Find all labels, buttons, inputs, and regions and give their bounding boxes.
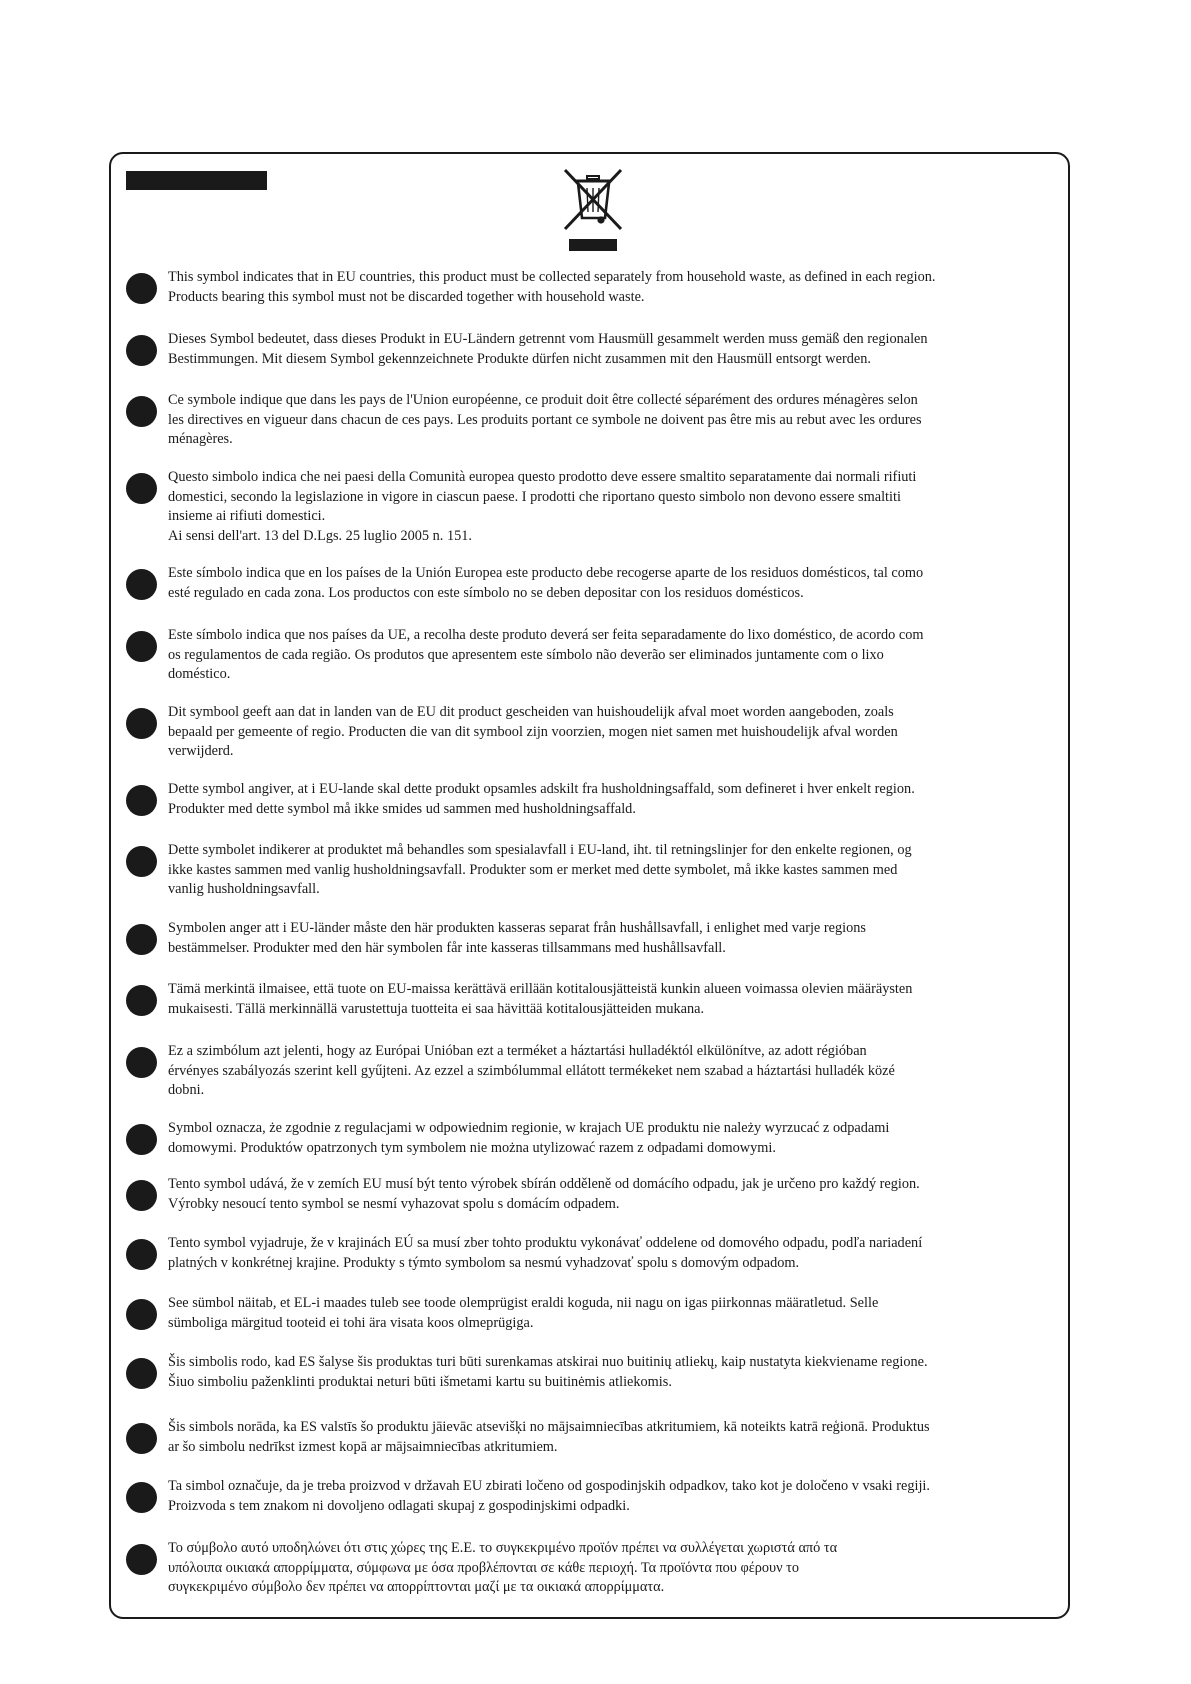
paragraph-text: Dette symbol angiver, at i EU-lande skal dette produkt opsamles adskilt fra husholdningsaffald, som defineret i hver enkelt region. Produkter med dette symbol må ikke smides ud sammen med husholdningsaffald. [168,781,915,817]
paragraph-text: Tämä merkintä ilmaisee, että tuote on EU-maissa kerättävä erillään kotitalousjätteistä kunkin alueen voimassa olevien määräysten mukaisesti. Tällä merkinnällä varustettuja tuotteita ei saa hävittää kotitalousjätteiden mukana. [168,981,913,1017]
black-circle-marker [126,1482,157,1513]
black-circle-marker [126,846,157,877]
paragraph-text: Ta simbol označuje, da je treba proizvod v državah EU zbirati ločeno od gospodinjskih odpadkov, tako kot je določeno v vsaki regiji. Proizvoda s tem znakom ni dovoljeno odlagati skupaj z gospodinjskimi odpadki. [168,1478,930,1514]
black-circle-marker [126,1047,157,1078]
paragraph-text: Questo simbolo indica che nei paesi della Comunità europea questo prodotto deve essere smaltito separatamente dai normali rifiuti domestici, secondo la legislazione in vigore in ciascun paese. I prodotti che riportano questo simbolo non devono essere smaltiti insieme ai rifiuti domestici. Ai sensi dell'art. 13 del D.Lgs. 25 luglio 2005 n. 151. [168,469,917,544]
paragraph-text: Dieses Symbol bedeutet, dass dieses Produkt in EU-Ländern getrennt vom Hausmüll gesammelt werden muss gemäß den regionalen Bestimmungen. Mit diesem Symbol gekennzeichnete Produkte dürfen nicht zusammen mit den Hausmüll entsorgt werden. [168,331,928,367]
paragraph-text: Το σύμβολο αυτό υποδηλώνει ότι στις χώρες της Ε.Ε. το συγκεκριμένο προϊόν πρέπει να συλλέγεται χωριστά από τα υπόλοιπα οικιακά απορρίμματα, σύμφωνα με όσα προβλέπονται σε κάθε περιοχή. Τα προϊόντα που φέρουν το συγκεκριμένο σύμβολο δεν πρέπει να απορρίπτονται μαζί με τα οικιακά απορρίμματα. [168,1540,838,1595]
crossed-out-wheeled-bin-icon [561,168,625,254]
paragraph-text: This symbol indicates that in EU countries, this product must be collected separately from household waste, as defined in each region. Products bearing this symbol must not be discarded together with household waste. [168,269,936,305]
paragraph-text: Dette symbolet indikerer at produktet må behandles som spesialavfall i EU-land, iht. til retningslinjer for den enkelte regionen, og ikke kastes sammen med vanlig husholdningsavfall. Produkter som er merket med dette symbolet, må ikke kastes sammen med vanlig husholdningsavfall. [168,842,912,897]
black-circle-marker [126,708,157,739]
paragraph-text: Ez a szimbólum azt jelenti, hogy az Európai Unióban ezt a terméket a háztartási hulladéktól elkülönítve, az adott régióban érvényes szabályozás szerint kell gyűjteni. Az ezzel a szimbólummal ellátott termékeket nem szabad a háztartási hulladék közé dobni. [168,1043,895,1098]
black-circle-marker [126,785,157,816]
black-circle-marker [126,1124,157,1155]
paragraph-text: Este símbolo indica que nos países da UE, a recolha deste produto deverá ser feita separadamente do lixo doméstico, de acordo com os regulamentos de cada região. Os produtos que apresentem este símbolo não deverão ser eliminados juntamente com o lixo doméstico. [168,627,924,682]
black-label-bar [126,171,267,190]
paragraph-text: Ce symbole indique que dans les pays de l'Union européenne, ce produit doit être collecté séparément des ordures ménagères selon les directives en vigueur dans chacun de ces pays. Les produits portant ce symbole ne doivent pas être mis au rebut avec les ordures ménagères. [168,392,922,447]
paragraph-text: Tento symbol vyjadruje, že v krajinách EÚ sa musí zber tohto produktu vykonávať oddelene od domového odpadu, podľa nariadení platných v konkrétnej krajine. Produkty s týmto symbolom sa nesmú vyhadzovať spolu s domovým odpadom. [168,1235,923,1271]
paragraph-text: Este símbolo indica que en los países de la Unión Europea este producto debe recogerse aparte de los residuos domésticos, tal como esté regulado en cada zona. Los productos con este símbolo no se deben depositar con los residuos domésticos. [168,565,924,601]
black-circle-marker [126,1180,157,1211]
black-circle-marker [126,473,157,504]
black-circle-marker [126,1358,157,1389]
paragraph-text: See sümbol näitab, et EL-i maades tuleb see toode olemprügist eraldi koguda, nii nagu on igas piirkonnas määratletud. Selle sümboliga märgitud tooteid ei tohi ära visata koos olmeprügiga. [168,1295,879,1331]
paragraph-text: Symbol oznacza, że zgodnie z regulacjami w odpowiednim regionie, w krajach UE produktu nie należy wyrzucać z odpadami domowymi. Produktów opatrzonych tym symbolem nie można utylizować razem z odpadami domowymi. [168,1120,890,1156]
black-circle-marker [126,985,157,1016]
black-circle-marker [126,1544,157,1575]
paragraph-text: Symbolen anger att i EU-länder måste den här produkten kasseras separat från hushållsavfall, i enlighet med varje regions bestämmelser. Produkter med den här symbolen får inte kasseras tillsammans med hushållsavfall. [168,920,866,956]
paragraph-text: Tento symbol udává, že v zemích EU musí být tento výrobek sbírán odděleně od domácího odpadu, jak je určeno pro každý region. Výrobky nesoucí tento symbol se nesmí vyhazovat spolu s domácím odpadem. [168,1176,920,1212]
black-circle-marker [126,1299,157,1330]
paragraph-text: Šis simbols norāda, ka ES valstīs šo produktu jāievāc atsevišķi no mājsaimniecības atkritumiem, kā noteikts katrā reģionā. Produktus ar šo simbolu nedrīkst izmest kopā ar mājsaimniecības atkritumiem. [168,1419,930,1455]
black-circle-marker [126,569,157,600]
black-circle-marker [126,1423,157,1454]
paragraph-text: Dit symbool geeft aan dat in landen van de EU dit product gescheiden van huishoudelijk afval moet worden aangeboden, zoals bepaald per gemeente of regio. Producten die van dit symbool zijn voorzien, mogen niet samen met huishoudelijk afval worden verwijderd. [168,704,898,759]
paragraph-text: Šis simbolis rodo, kad ES šalyse šis produktas turi būti surenkamas atskirai nuo buitinių atliekų, kaip nustatyta kiekviename regione. Šiuo simboliu paženklinti produktai neturi būti išmetami kartu su buitinėmis atliekomis. [168,1354,928,1390]
black-circle-marker [126,924,157,955]
black-circle-marker [126,335,157,366]
black-circle-marker [126,1239,157,1270]
black-circle-marker [126,273,157,304]
black-circle-marker [126,631,157,662]
black-circle-marker [126,396,157,427]
